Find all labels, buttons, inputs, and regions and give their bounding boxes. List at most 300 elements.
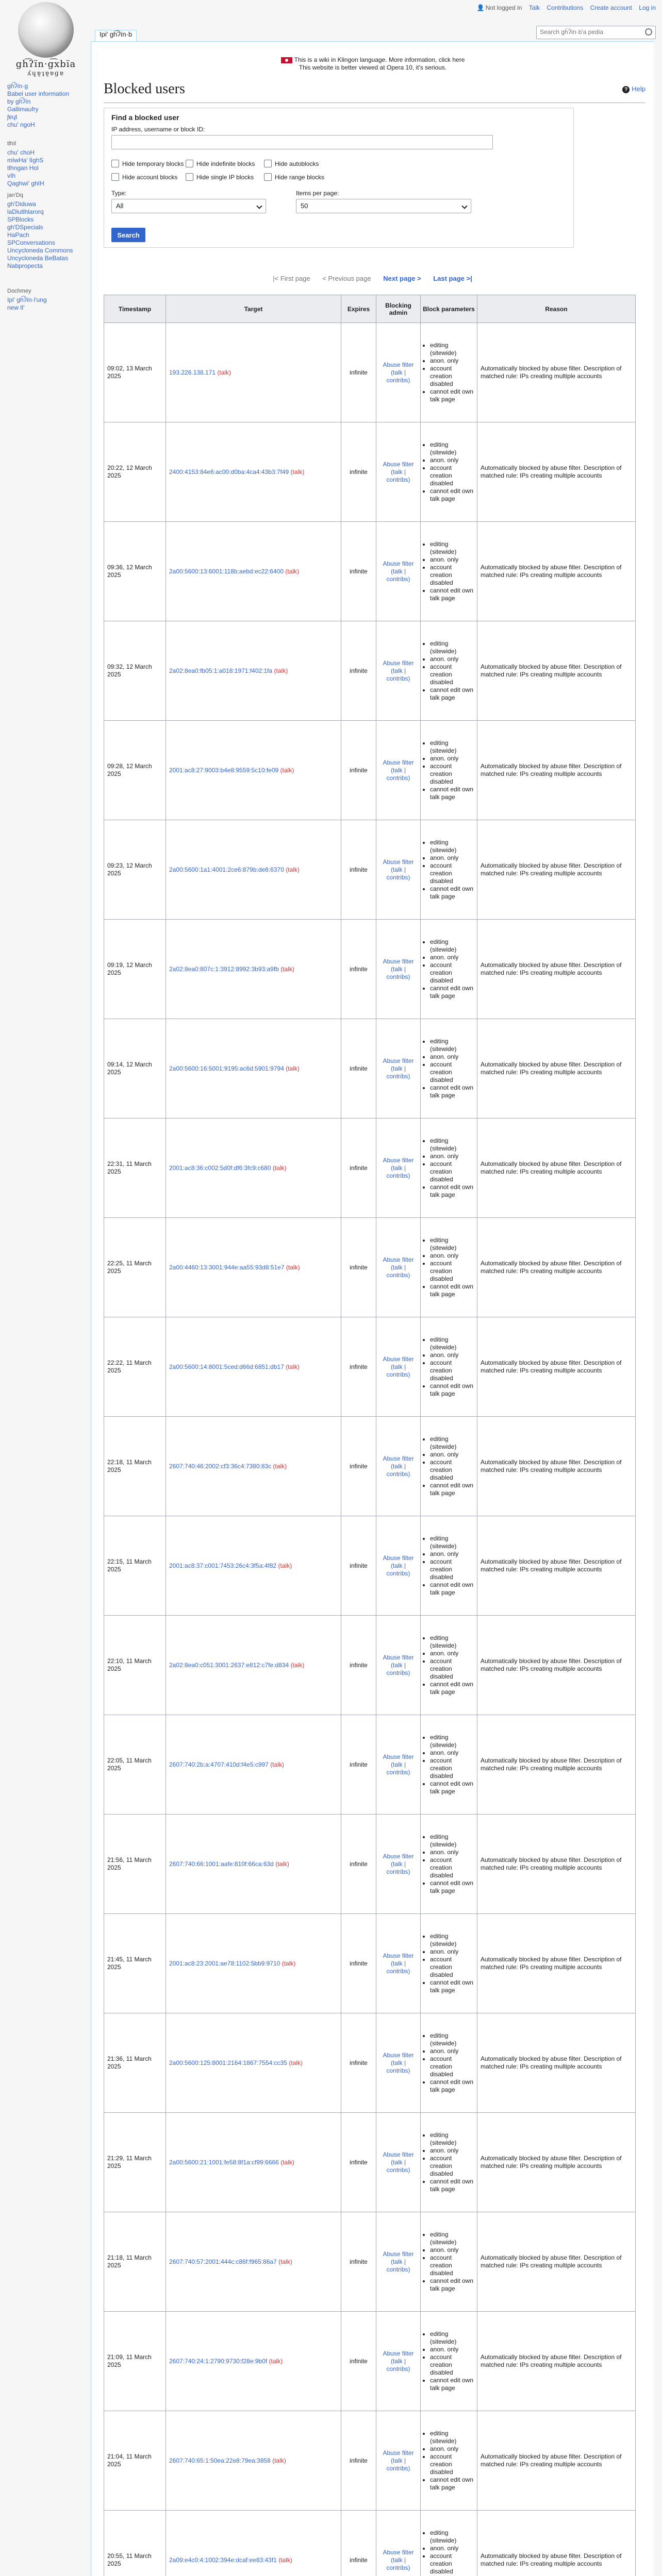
reason-cell: Automatically blocked by abuse filter. Description of matched rule: IPs creating multiple accounts	[477, 2511, 636, 2576]
type-label: Type:	[111, 190, 127, 197]
previous-page-link: < Previous page	[322, 275, 371, 282]
hide-indefinite-checkbox[interactable]	[186, 160, 255, 167]
admin-link[interactable]: Abuse filter	[383, 858, 414, 866]
target-cell	[166, 1317, 341, 1417]
block-param: • cannot edit own talk page	[430, 487, 474, 503]
block-param: • account creation disabled	[430, 2254, 474, 2277]
block-param: • editing (sitewide)	[430, 938, 474, 954]
admin-link[interactable]: Abuse filter	[383, 2548, 414, 2556]
help-link[interactable]	[622, 85, 646, 93]
checkbox-label: Hide temporary blocks	[122, 160, 184, 167]
previous-page-label: Previous page	[328, 275, 371, 282]
contributions-link[interactable]: Contributions	[547, 4, 584, 11]
admin-cell	[376, 1417, 421, 1516]
search-box	[536, 26, 656, 39]
target-link[interactable]: 2a00:5600:14:8001:5ced:d66d:6851:db17	[169, 1363, 284, 1370]
table-row	[104, 1317, 636, 1417]
admin-link[interactable]: Abuse filter	[383, 361, 414, 368]
next-page-link[interactable]: Next page >	[383, 275, 421, 282]
hide-account-blocks-checkbox[interactable]	[111, 173, 177, 181]
last-page-label[interactable]: Last page	[433, 275, 465, 282]
block-param: • account creation disabled	[430, 2453, 474, 2476]
table-row	[104, 1019, 636, 1118]
expires-cell: infinite	[341, 1317, 376, 1417]
block-param: • account creation disabled	[430, 1856, 474, 1879]
expires-cell: infinite	[341, 2113, 376, 2212]
target-link[interactable]: 2001:ac8:36:c002:5d0f:df6:3fc9:c680	[169, 1164, 271, 1172]
target-link[interactable]: 2a00:5600:1a1:4001:2ce6:879b:de8:6370	[169, 866, 284, 873]
admin-tools-link[interactable]: (talk | contribs)	[386, 1760, 410, 1776]
admin-link[interactable]: Abuse filter	[383, 1653, 414, 1661]
admin-cell	[376, 422, 421, 522]
block-param: • account creation disabled	[430, 1160, 474, 1183]
nav-link[interactable]: vIh	[7, 172, 16, 179]
block-param: • editing (sitewide)	[430, 1734, 474, 1749]
timestamp-cell: 20:22, 12 March 2025	[104, 422, 166, 522]
expires-cell: infinite	[341, 920, 376, 1019]
timestamp-cell: 21:56, 11 March 2025	[104, 1815, 166, 1914]
admin-cell	[376, 1516, 421, 1616]
target-cell	[166, 422, 341, 522]
target-link[interactable]: 2a02:8ea0:fb05:1:a018:1971:f402:1fa	[169, 667, 273, 674]
block-param: • cannot edit own talk page	[430, 2078, 474, 2094]
table-row	[104, 2312, 636, 2411]
reason-cell: Automatically blocked by abuse filter. Description of matched rule: IPs creating multiple accounts	[477, 1516, 636, 1616]
target-input[interactable]	[111, 135, 493, 149]
expires-cell: infinite	[341, 1118, 376, 1218]
target-link[interactable]: 2607:740:66:1001:aafe:810f:66ca:63d	[169, 1860, 274, 1868]
checkbox-box[interactable]	[111, 173, 119, 181]
form-legend: Find a blocked user	[111, 113, 179, 122]
block-param: • editing (sitewide)	[430, 2430, 474, 2445]
block-param: • account creation disabled	[430, 663, 474, 686]
block-param: • anon. only	[430, 655, 474, 663]
table-row	[104, 1516, 636, 1616]
admin-tools-link[interactable]: (talk | contribs)	[386, 866, 410, 881]
target-talk-link[interactable]: (talk)	[289, 2059, 303, 2066]
table-row	[104, 2212, 636, 2312]
admin-cell	[376, 820, 421, 920]
target-link[interactable]: 2a02:8ea0:807c:1:3912:8992:3b93:a9fb	[169, 965, 279, 973]
table-row	[104, 1218, 636, 1317]
target-link[interactable]: 2a00:5600:16:5001:9195:ac6d:5901:9794	[169, 1064, 284, 1072]
table-header-row	[104, 295, 636, 323]
admin-link[interactable]: Abuse filter	[383, 2250, 414, 2258]
params-cell	[421, 820, 477, 920]
expires-cell: infinite	[341, 721, 376, 820]
target-link[interactable]: 2001:ac8:23:2001:ae78:1102:5bb9:9710	[169, 1959, 280, 1967]
target-link[interactable]: 193.226.138.171	[169, 368, 216, 376]
globe-logo-icon	[18, 2, 74, 58]
timestamp-cell: 21:45, 11 March 2025	[104, 1914, 166, 2013]
hide-single-ip-checkbox[interactable]	[186, 173, 254, 181]
first-page-link: |< First page	[273, 275, 310, 282]
nav-link[interactable]: Uncycloneda BeBatas	[7, 255, 69, 262]
admin-tools-link[interactable]: (talk | contribs)	[386, 1860, 410, 1875]
table-row	[104, 1914, 636, 2013]
admin-link[interactable]: Abuse filter	[383, 1753, 414, 1760]
nav-heading: tlhIl	[7, 141, 16, 147]
block-param: • editing (sitewide)	[430, 640, 474, 655]
nav-link[interactable]: HaPach	[7, 231, 29, 239]
personal-tools	[472, 4, 656, 11]
tab-special-page[interactable]: Ipi' gh͡ʔïn·b	[95, 30, 137, 41]
hide-range-blocks-checkbox[interactable]	[264, 173, 324, 181]
params-list	[424, 1634, 474, 1696]
search-input[interactable]	[537, 26, 646, 38]
chevron-down-icon	[461, 203, 467, 209]
target-link[interactable]: 2607:740:46:2002:cf3:36c4:7380:83c	[169, 1462, 272, 1470]
block-param: • editing (sitewide)	[430, 1535, 474, 1550]
block-param: • anon. only	[430, 1849, 474, 1856]
target-talk-link[interactable]: (talk)	[290, 1661, 305, 1669]
next-page-label[interactable]: Next page	[383, 275, 416, 282]
admin-link[interactable]: Abuse filter	[383, 957, 414, 965]
admin-link[interactable]: Abuse filter	[383, 1057, 414, 1064]
admin-tools-link[interactable]: (talk | contribs)	[386, 1661, 410, 1676]
admin-cell	[376, 2013, 421, 2113]
target-cell	[166, 721, 341, 820]
admin-link[interactable]: Abuse filter	[383, 1454, 414, 1462]
expires-cell: infinite	[341, 1019, 376, 1118]
search-button[interactable]: Search	[111, 228, 145, 242]
nav-link[interactable]: Gallimaufry	[7, 106, 39, 113]
reason-cell: Automatically blocked by abuse filter. Description of matched rule: IPs creating multiple accounts	[477, 1616, 636, 1715]
admin-tools-link[interactable]: (talk | contribs)	[386, 1959, 410, 1975]
reason-cell: Automatically blocked by abuse filter. Description of matched rule: IPs creating multiple accounts	[477, 2013, 636, 2113]
admin-tools-link[interactable]: (talk | contribs)	[386, 468, 410, 483]
target-cell	[166, 522, 341, 621]
params-list	[424, 2131, 474, 2193]
block-param: • account creation disabled	[430, 762, 474, 786]
block-param: • editing (sitewide)	[430, 839, 474, 854]
target-talk-link[interactable]: (talk)	[273, 1462, 287, 1470]
expires-cell: infinite	[341, 2511, 376, 2576]
params-cell	[421, 1516, 477, 1616]
admin-tools-link[interactable]: (talk | contribs)	[386, 2456, 410, 2472]
search-icon[interactable]	[645, 28, 652, 36]
block-param: • cannot edit own talk page	[430, 1879, 474, 1895]
admin-tools-link[interactable]: (talk | contribs)	[386, 2357, 410, 2372]
admin-link[interactable]: Abuse filter	[383, 1355, 414, 1363]
target-link[interactable]: 2607:740:57:2001:444c:c86f:f965:86a7	[169, 2258, 277, 2265]
block-param: • anon. only	[430, 1153, 474, 1160]
block-param: • anon. only	[430, 954, 474, 961]
admin-link[interactable]: Abuse filter	[383, 460, 414, 468]
block-param: • anon. only	[430, 456, 474, 464]
admin-cell	[376, 1616, 421, 1715]
target-link[interactable]: 2607:740:65:1:50ea:22e8:79ea:3858	[169, 2456, 271, 2464]
params-cell	[421, 1815, 477, 1914]
nav-link[interactable]: by gh͡ʔïn	[7, 98, 31, 105]
admin-link[interactable]: Abuse filter	[383, 1256, 414, 1263]
checkbox-label: Hide autoblocks	[275, 160, 319, 167]
target-talk-link[interactable]: (talk)	[290, 468, 305, 476]
admin-tools-link[interactable]: (talk | contribs)	[386, 567, 410, 583]
admin-tools-link[interactable]: (talk | contribs)	[386, 1263, 410, 1279]
block-param: • anon. only	[430, 2246, 474, 2254]
target-talk-link[interactable]: (talk)	[270, 1760, 284, 1768]
target-cell	[166, 2312, 341, 2411]
block-param: • account creation disabled	[430, 365, 474, 388]
target-link[interactable]: 2607:740:24:1:2790:9730:f28e:9b0f	[169, 2357, 268, 2365]
admin-tools-link[interactable]: (talk | contribs)	[386, 1462, 410, 1478]
block-param: • anon. only	[430, 2147, 474, 2155]
admin-link[interactable]: Abuse filter	[383, 2051, 414, 2059]
reason-cell: Automatically blocked by abuse filter. Description of matched rule: IPs creating multiple accounts	[477, 2411, 636, 2511]
blocks-table	[104, 295, 636, 2576]
params-cell	[421, 920, 477, 1019]
target-talk-link[interactable]: (talk)	[275, 1860, 289, 1868]
block-param: • editing (sitewide)	[430, 342, 474, 357]
nav-link[interactable]: gh͡ʔïn·g	[7, 82, 28, 90]
params-cell	[421, 1417, 477, 1516]
col-header[interactable]: Timestamp	[104, 295, 166, 323]
target-talk-link[interactable]: (talk)	[282, 1959, 296, 1967]
admin-tools-link[interactable]: (talk | contribs)	[386, 2556, 410, 2571]
target-talk-link[interactable]: (talk)	[285, 567, 300, 575]
reason-cell: Automatically blocked by abuse filter. Description of matched rule: IPs creating multiple accounts	[477, 1914, 636, 2013]
table-row	[104, 323, 636, 422]
col-header: Target	[166, 295, 341, 323]
nav-link[interactable]: Uncycloneda Commons	[7, 247, 73, 254]
table-row	[104, 422, 636, 522]
block-param: • account creation disabled	[430, 1359, 474, 1382]
target-talk-link[interactable]: (talk)	[280, 965, 294, 973]
target-cell	[166, 1019, 341, 1118]
target-link[interactable]: 2a02:8ea0:c051:3001:2637:e812:c7fe:d834	[169, 1661, 289, 1669]
target-talk-link[interactable]: (talk)	[286, 866, 300, 873]
reason-cell: Automatically blocked by abuse filter. Description of matched rule: IPs creating multiple accounts	[477, 1715, 636, 1815]
target-talk-link[interactable]: (talk)	[274, 667, 288, 674]
checkbox-box[interactable]	[186, 160, 193, 167]
not-logged-in-label: Not logged in	[485, 4, 522, 11]
target-talk-link[interactable]: (talk)	[272, 2456, 286, 2464]
target-cell	[166, 1417, 341, 1516]
page-title: Blocked users	[104, 81, 185, 97]
nav-main	[7, 82, 85, 129]
block-param: • cannot edit own talk page	[430, 1979, 474, 1994]
admin-cell	[376, 2113, 421, 2212]
admin-tools-link[interactable]: (talk | contribs)	[386, 2059, 410, 2074]
target-talk-link[interactable]: (talk)	[272, 1164, 287, 1172]
hide-temporary-checkbox[interactable]	[111, 160, 184, 167]
admin-tools-link[interactable]: (talk | contribs)	[386, 1164, 410, 1179]
target-link[interactable]: 2001:ac8:27:9003:b4e8:9559:5c10:fe09	[169, 766, 279, 774]
block-param: • anon. only	[430, 1650, 474, 1657]
admin-cell	[376, 1815, 421, 1914]
params-list	[424, 1734, 474, 1795]
timestamp-cell: 09:19, 12 March 2025	[104, 920, 166, 1019]
target-link[interactable]: 2607:740:2b:a:4707:410d:f4e5:c997	[169, 1760, 269, 1768]
timestamp-cell: 09:28, 12 March 2025	[104, 721, 166, 820]
target-link[interactable]: 2a00:4460:13:3001:944e:aa55:93d8:51e7	[169, 1263, 285, 1271]
target-talk-link[interactable]: (talk)	[217, 368, 231, 376]
admin-tools-link[interactable]: (talk | contribs)	[386, 965, 410, 980]
admin-link[interactable]: Abuse filter	[383, 2449, 414, 2456]
nav-link[interactable]: ʃɐɥt	[7, 113, 18, 121]
admin-link[interactable]: Abuse filter	[383, 1554, 414, 1562]
params-list	[424, 2231, 474, 2293]
nav-link[interactable]: SPBlocks	[7, 216, 34, 223]
admin-tools-link[interactable]: (talk | contribs)	[386, 766, 410, 782]
target-talk-link[interactable]: (talk)	[278, 2556, 292, 2564]
block-param: • account creation disabled	[430, 1459, 474, 1482]
last-page-link[interactable]: Last page >|	[433, 275, 472, 282]
admin-link[interactable]: Abuse filter	[383, 758, 414, 766]
timestamp-cell: 21:09, 11 March 2025	[104, 2312, 166, 2411]
reason-cell: Automatically blocked by abuse filter. Description of matched rule: IPs creating multiple accounts	[477, 1417, 636, 1516]
target-talk-link[interactable]: (talk)	[278, 1562, 292, 1569]
timestamp-cell: 21:18, 11 March 2025	[104, 2212, 166, 2312]
target-talk-link[interactable]: (talk)	[286, 1064, 300, 1072]
admin-tools-link[interactable]: (talk | contribs)	[386, 2258, 410, 2273]
table-body	[104, 323, 636, 2576]
limit-select[interactable]	[296, 199, 471, 213]
block-param: • cannot edit own talk page	[430, 1283, 474, 1298]
reason-cell: Automatically blocked by abuse filter. Description of matched rule: IPs creating multiple accounts	[477, 820, 636, 920]
block-param: • cannot edit own talk page	[430, 587, 474, 602]
expires-cell: infinite	[341, 1218, 376, 1317]
admin-tools-link[interactable]: (talk | contribs)	[386, 1064, 410, 1080]
nav-link[interactable]: SPConversations	[7, 239, 55, 246]
nav-link[interactable]: gh'DSpecials	[7, 224, 43, 231]
help-label[interactable]: Help	[632, 85, 646, 93]
target-talk-link[interactable]: (talk)	[269, 2357, 283, 2365]
nav-link[interactable]: gh'Diduwa	[7, 200, 36, 208]
expires-cell: infinite	[341, 1815, 376, 1914]
params-cell	[421, 2013, 477, 2113]
block-param: • account creation disabled	[430, 464, 474, 487]
reason-cell: Automatically blocked by abuse filter. Description of matched rule: IPs creating multiple accounts	[477, 920, 636, 1019]
target-cell	[166, 1118, 341, 1218]
admin-link[interactable]: Abuse filter	[383, 2150, 414, 2158]
params-list	[424, 938, 474, 1000]
block-param: • editing (sitewide)	[430, 441, 474, 456]
params-cell	[421, 721, 477, 820]
block-param: • editing (sitewide)	[430, 2529, 474, 2545]
log-in-link[interactable]: Log in	[639, 4, 656, 11]
block-param: • anon. only	[430, 1351, 474, 1359]
target-talk-link[interactable]: (talk)	[280, 2158, 294, 2166]
block-param: • anon. only	[430, 2545, 474, 2552]
reason-cell: Automatically blocked by abuse filter. Description of matched rule: IPs creating multiple accounts	[477, 621, 636, 721]
block-param: • account creation disabled	[430, 961, 474, 985]
block-param: • cannot edit own talk page	[430, 2277, 474, 2293]
nav-interaction	[7, 140, 85, 188]
nav-link[interactable]: Babel user information	[7, 90, 70, 97]
params-list	[424, 1137, 474, 1199]
nav-link[interactable]: mIwHa' lIghS	[7, 157, 44, 164]
reason-cell: Automatically blocked by abuse filter. Description of matched rule: IPs creating multiple accounts	[477, 1218, 636, 1317]
timestamp-cell: 22:05, 11 March 2025	[104, 1715, 166, 1815]
block-param: • account creation disabled	[430, 1061, 474, 1084]
target-cell	[166, 920, 341, 1019]
table-row	[104, 522, 636, 621]
target-cell	[166, 820, 341, 920]
target-link[interactable]: 2001:ac8:37:c001:7453:26c4:3f5a:4f82	[169, 1562, 277, 1569]
timestamp-cell: 22:31, 11 March 2025	[104, 1118, 166, 1218]
site-logo[interactable]	[7, 2, 85, 79]
expires-cell: infinite	[341, 1715, 376, 1815]
admin-tools-link[interactable]: (talk | contribs)	[386, 1562, 410, 1577]
nav-link[interactable]: Ipi' gh͡ʔïn·l'ung	[7, 296, 47, 303]
block-param: • anon. only	[430, 1948, 474, 1956]
target-link[interactable]: 2a00:5600:125:8001:2164:1867:7554:cc35	[169, 2059, 287, 2066]
admin-cell	[376, 522, 421, 621]
target-cell	[166, 2013, 341, 2113]
params-list	[424, 441, 474, 503]
create-account-link[interactable]: Create account	[590, 4, 632, 11]
admin-cell	[376, 621, 421, 721]
nav-link[interactable]: Qaghwi' ghIH	[7, 180, 44, 187]
admin-tools-link[interactable]: (talk | contribs)	[386, 368, 410, 384]
target-cell	[166, 2411, 341, 2511]
expires-cell: infinite	[341, 1516, 376, 1616]
block-param: • account creation disabled	[430, 1757, 474, 1780]
admin-tools-link[interactable]: (talk | contribs)	[386, 2158, 410, 2174]
block-param: • editing (sitewide)	[430, 1933, 474, 1948]
type-select[interactable]	[111, 199, 266, 213]
expires-cell: infinite	[341, 1417, 376, 1516]
block-param: • cannot edit own talk page	[430, 2476, 474, 2492]
col-header: Reason	[477, 295, 636, 323]
admin-link[interactable]: Abuse filter	[383, 1852, 414, 1860]
admin-cell	[376, 323, 421, 422]
target-link[interactable]: 2a09:e4c0:4:1002:394e:dcaf:ee83:43f1	[169, 2556, 277, 2564]
block-param: • editing (sitewide)	[430, 1634, 474, 1650]
checkbox-box[interactable]	[264, 160, 272, 167]
first-page-label: First page	[280, 275, 310, 282]
params-list	[424, 1435, 474, 1497]
nav-link[interactable]: tlhngan Hol	[7, 164, 39, 172]
checkbox-box[interactable]	[186, 173, 193, 181]
block-param: • anon. only	[430, 2445, 474, 2453]
target-link[interactable]: 2a00:5600:21:1001:fe58:8f1a:cf99:6666	[169, 2158, 279, 2166]
target-cell	[166, 1715, 341, 1815]
admin-link[interactable]: Abuse filter	[383, 2349, 414, 2357]
target-talk-link[interactable]: (talk)	[286, 1363, 300, 1370]
checkbox-box[interactable]	[264, 173, 272, 181]
talk-link[interactable]: Talk	[528, 4, 540, 11]
target-talk-link[interactable]: (talk)	[278, 2258, 292, 2265]
nav-link[interactable]: new lI'	[7, 304, 25, 311]
target-talk-link[interactable]: (talk)	[286, 1263, 300, 1271]
admin-cell	[376, 920, 421, 1019]
admin-link[interactable]: Abuse filter	[383, 1156, 414, 1164]
nav-link[interactable]: chu' choH	[7, 149, 35, 156]
block-param: • anon. only	[430, 854, 474, 862]
admin-link[interactable]: Abuse filter	[383, 659, 414, 667]
admin-cell	[376, 1218, 421, 1317]
admin-link[interactable]: Abuse filter	[383, 1952, 414, 1959]
checkbox-box[interactable]	[111, 160, 119, 167]
target-link[interactable]: 2a00:5600:13:6001:118b:aebd:ec22:6400	[169, 567, 284, 575]
hide-autoblocks-checkbox[interactable]	[264, 160, 319, 167]
nav-heading: Dochmey	[7, 288, 31, 294]
expires-cell: infinite	[341, 2312, 376, 2411]
nav-link[interactable]: chu' ngoH	[7, 121, 35, 128]
admin-tools-link[interactable]: (talk | contribs)	[386, 667, 410, 682]
params-cell	[421, 1218, 477, 1317]
admin-tools-link[interactable]: (talk | contribs)	[386, 1363, 410, 1378]
target-talk-link[interactable]: (talk)	[280, 766, 294, 774]
notice-line-1[interactable]: This is a wiki in Klingon language. More information, click here	[294, 56, 465, 63]
target-link[interactable]: 2400:4153:84e6:ac00:d0ba:4ca4:43b3:7f49	[169, 468, 289, 476]
nav-link[interactable]: Nabpropecta	[7, 262, 43, 269]
admin-link[interactable]: Abuse filter	[383, 560, 414, 567]
nav-link[interactable]: laDlutlhlarorq	[7, 208, 44, 215]
